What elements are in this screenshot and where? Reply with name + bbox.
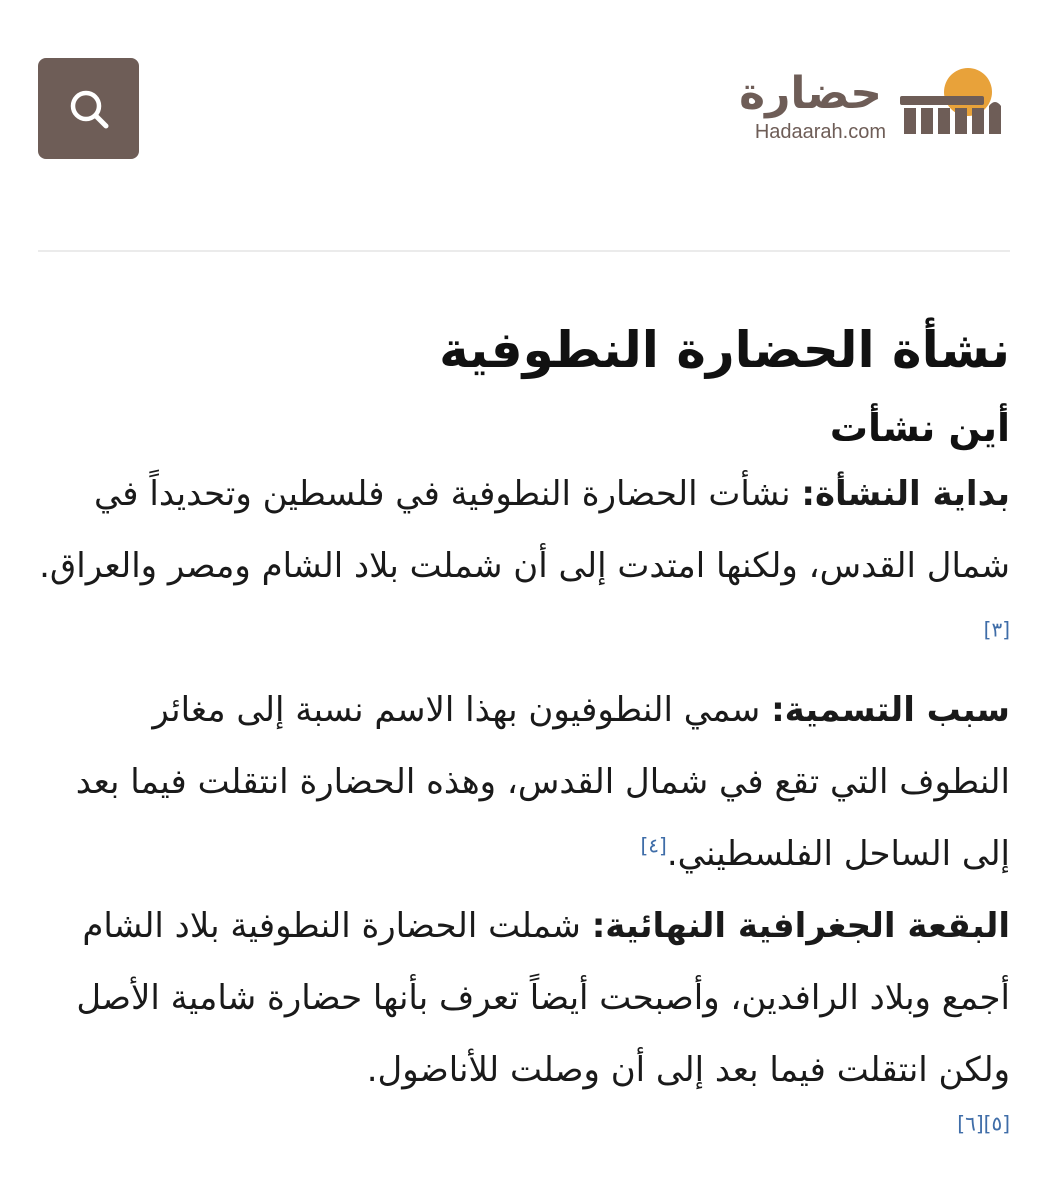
paragraph-lead: البقعة الجغرافية النهائية:: [591, 906, 1010, 946]
monument-icon: [896, 64, 1004, 144]
citation-link[interactable]: [٣]: [983, 617, 1010, 642]
paragraph-text: شملت الحضارة النطوفية بلاد الشام أجمع وبلاد الرافدين، وأصبحت أيضاً تعرف بأنها حضارة شامية الأصل ولكن انتقلت فيما بعد إلى أن وصلت للأناضول.: [76, 906, 1010, 1090]
citation-link[interactable]: [٤]: [640, 833, 667, 858]
search-button[interactable]: [38, 58, 139, 159]
paragraph-text: نشأت الحضارة النطوفية في فلسطين وتحديداً في شمال القدس، ولكنها امتدت إلى أن شملت بلاد الشام ومصر والعراق.: [39, 474, 1010, 586]
paragraph-origin: [38, 458, 1010, 674]
logo-wordmark: حضارة: [739, 68, 882, 119]
section-heading: أين نشأت: [829, 406, 1010, 450]
site-header: [0, 0, 1046, 250]
page-title: نشأة الحضارة النطوفية: [439, 321, 1010, 379]
paragraph-naming: [38, 674, 1010, 890]
paragraph-geography: [38, 890, 1010, 1106]
paragraph-lead: بداية النشأة:: [801, 474, 1010, 514]
site-logo[interactable]: [714, 64, 1004, 154]
citation-link[interactable]: [٥][٦]: [957, 1111, 1010, 1136]
paragraph-text: سمي النطوفيون بهذا الاسم نسبة إلى مغائر النطوف التي تقع في شمال القدس، وهذه الحضارة انتقلت فيما بعد إلى الساحل الفلسطيني.: [75, 690, 1010, 874]
header-divider: [38, 250, 1010, 252]
end-citations: [38, 1106, 1010, 1158]
article-body: [38, 310, 1010, 1158]
search-icon: [67, 87, 111, 131]
paragraph-lead: سبب التسمية:: [771, 690, 1010, 730]
logo-domain: Hadaarah.com: [754, 121, 886, 143]
